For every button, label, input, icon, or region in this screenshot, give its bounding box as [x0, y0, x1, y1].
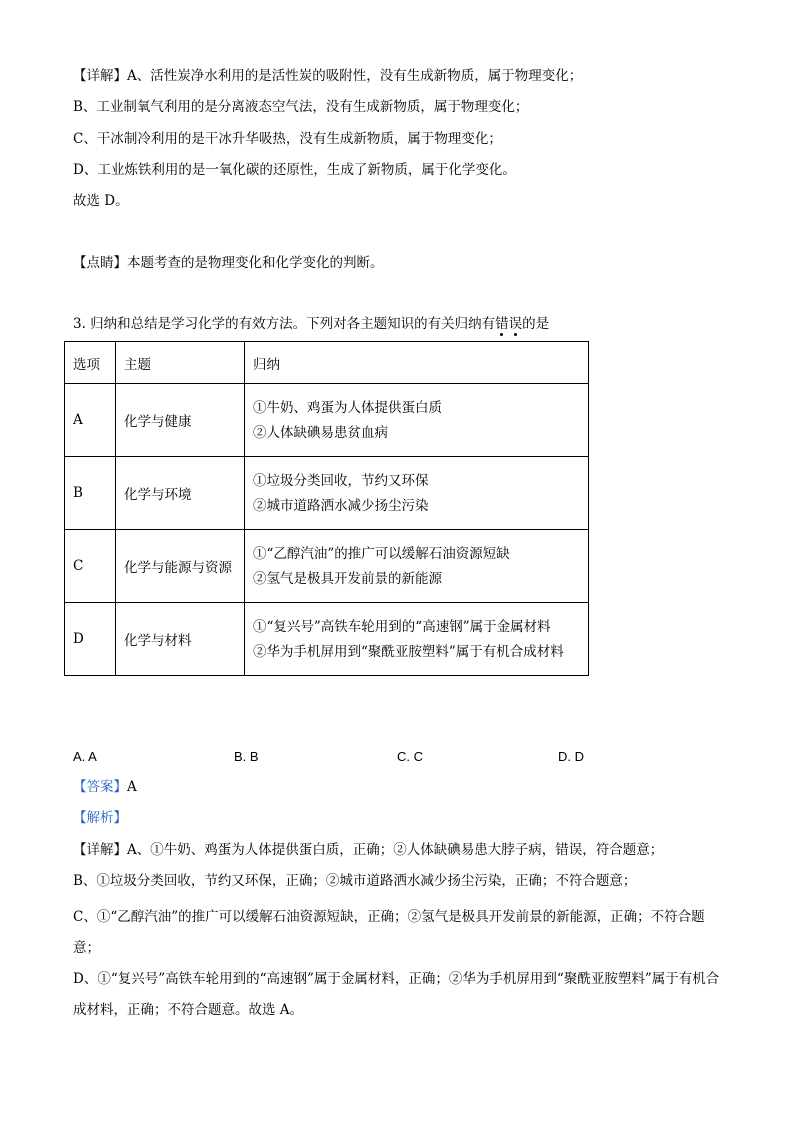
stem-emphasis-2: 误 — [508, 316, 523, 332]
row-summary — [245, 457, 589, 530]
row-topic: 化学与健康 — [116, 384, 245, 457]
row-topic: 化学与环境 — [116, 457, 245, 530]
answer-line — [73, 777, 137, 797]
option-b: B. B — [234, 749, 259, 764]
summary-point: ②人体缺碘易患贫血病 — [253, 424, 388, 441]
answer-value: A — [127, 779, 137, 795]
row-option: B — [65, 457, 116, 530]
row-option: C — [65, 530, 116, 603]
summary-point: ①“乙醇汽油”的推广可以缓解石油资源短缺 — [253, 545, 510, 562]
row-summary — [245, 603, 589, 676]
analysis-detail-d: D、①“复兴号”高铁车轮用到的“高速钢”属于金属材料，正确；②华为手机屏用到“聚酰亚胺塑料”属于有机合成材料，正确；不符合题意。故选 A。 — [73, 971, 720, 1018]
summary-point: ②城市道路洒水减少扬尘污染 — [253, 497, 429, 514]
row-topic: 化学与材料 — [116, 603, 245, 676]
question-stem-suffix: 的是 — [522, 316, 550, 332]
row-summary — [245, 530, 589, 603]
table-row — [65, 530, 589, 603]
table-row — [65, 384, 589, 457]
prev-detail-d: D、工业炼铁利用的是一氧化碳的还原性，生成了新物质，属于化学变化。 — [73, 162, 516, 178]
header-option: 选项 — [65, 342, 116, 384]
summary-point: ①牛奶、鸡蛋为人体提供蛋白质 — [253, 399, 442, 416]
table-header-row — [65, 342, 589, 384]
header-topic: 主题 — [116, 342, 245, 384]
option-d: D. D — [558, 749, 584, 764]
prev-detail-b: B、工业制氧气利用的是分离液态空气法，没有生成新物质，属于物理变化； — [73, 99, 529, 115]
header-summary: 归纳 — [245, 342, 589, 384]
prev-choice: 故选 D。 — [73, 193, 129, 209]
summary-point: ①“复兴号”高铁车轮用到的“高速钢”属于金属材料 — [253, 618, 551, 635]
summary-point: ①垃圾分类回收，节约又环保 — [253, 472, 429, 489]
summary-point: ②氢气是极具开发前景的新能源 — [253, 570, 442, 587]
table-row — [65, 457, 589, 530]
question-stem-prefix: 3. 归纳和总结是学习化学的有效方法。下列对各主题知识的有关归纳有 — [73, 316, 496, 332]
row-summary — [245, 384, 589, 457]
row-topic: 化学与能源与资源 — [116, 530, 245, 603]
analysis-detail-a: 【详解】A、①牛奶、鸡蛋为人体提供蛋白质，正确；②人体缺碘易患大脖子病，错误，符合题意； — [73, 842, 664, 858]
prev-detail-c: C、干冰制冷利用的是干冰升华吸热，没有生成新物质，属于物理变化； — [73, 131, 502, 147]
summary-point: ②华为手机屏用到“聚酰亚胺塑料”属于有机合成材料 — [253, 643, 564, 660]
option-a: A. A — [73, 749, 97, 764]
analysis-detail-c: C、①“乙醇汽油”的推广可以缓解石油资源短缺，正确；②氢气是极具开发前景的新能源，正确；不符合题意； — [73, 909, 705, 956]
table-row — [65, 603, 589, 676]
question-stem — [73, 314, 549, 334]
prev-comment: 【点睛】本题考查的是物理变化和化学变化的判断。 — [73, 255, 384, 271]
row-option: D — [65, 603, 116, 676]
analysis-label: 【解析】 — [73, 810, 127, 826]
prev-detail-a: 【详解】A、活性炭净水利用的是活性炭的吸附性，没有生成新物质，属于物理变化； — [73, 68, 583, 84]
analysis-detail-b: B、①垃圾分类回收，节约又环保，正确；②城市道路洒水减少扬尘污染，正确；不符合题意； — [73, 873, 637, 889]
stem-emphasis-1: 错 — [495, 316, 509, 332]
option-c: C. C — [397, 749, 423, 764]
knowledge-table — [64, 341, 589, 676]
row-option: A — [65, 384, 116, 457]
answer-label: 【答案】 — [73, 779, 127, 795]
